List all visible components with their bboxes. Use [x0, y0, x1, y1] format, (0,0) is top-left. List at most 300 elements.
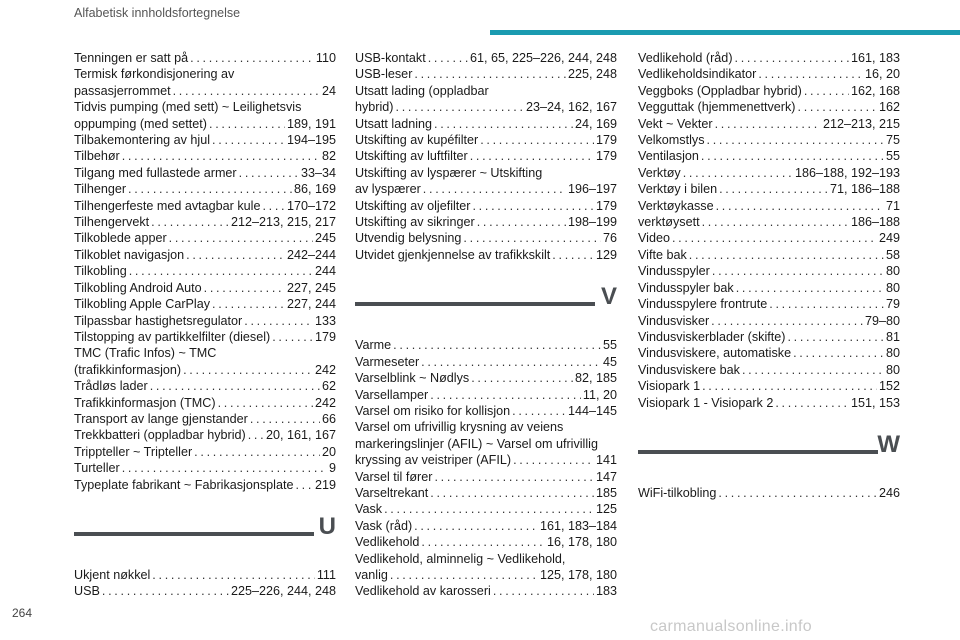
dot-leader	[423, 181, 566, 197]
index-entry-line	[74, 181, 336, 197]
page-reference: 11, 20	[582, 387, 617, 402]
entry-text: Utskifting av oljefilter	[355, 198, 471, 213]
entry-text: Utvendig belysning	[355, 231, 462, 246]
index-entry	[355, 485, 617, 501]
entry-text: Vindusspyler	[638, 264, 710, 279]
index-entry-line	[74, 83, 336, 99]
section-divider-u	[74, 512, 336, 559]
dot-leader	[152, 567, 315, 583]
index-entry	[74, 230, 336, 246]
index-entry	[355, 403, 617, 419]
page-reference: 152	[878, 379, 900, 394]
entry-list	[355, 50, 617, 263]
index-entry	[355, 230, 617, 246]
index-entry-line	[74, 165, 336, 181]
index-entry	[638, 230, 900, 246]
dot-leader	[719, 181, 828, 197]
dot-leader	[552, 247, 594, 263]
index-entry-line	[74, 198, 336, 214]
entry-text: Tidvis pumping (med sett) ~ Leilighetsvis	[74, 100, 302, 115]
entry-text: Utskifting av lyspærer ~ Utskifting	[355, 165, 543, 180]
page-reference: 20, 161, 167	[265, 428, 336, 443]
dot-leader	[702, 214, 849, 230]
entry-text: USB	[74, 584, 100, 599]
page-reference: 24	[321, 83, 336, 98]
page-reference: 129	[595, 247, 617, 262]
index-column-2	[355, 50, 617, 600]
page-reference: 196–197	[567, 182, 617, 197]
entry-text: Tilstopping av partikkelfilter (diesel)	[74, 329, 271, 344]
index-entry	[74, 378, 336, 394]
page-reference: 79–80	[864, 313, 900, 328]
index-entry	[638, 263, 900, 279]
index-entry-line	[74, 296, 336, 312]
index-entry-line	[74, 567, 336, 583]
index-entry	[355, 583, 617, 599]
entry-text: Visiopark 1 - Visiopark 2	[638, 395, 774, 410]
dot-leader	[493, 583, 594, 599]
dot-leader	[262, 198, 285, 214]
dot-leader	[804, 83, 849, 99]
page-reference: 245	[314, 231, 336, 246]
entry-text: Trådløs lader	[74, 379, 148, 394]
page-reference: 55	[885, 149, 900, 164]
entry-text: oppumping (med settet)	[74, 116, 208, 131]
index-entry	[355, 66, 617, 82]
index-entry-line	[355, 132, 617, 148]
dot-leader	[512, 403, 566, 419]
dot-leader	[711, 313, 863, 329]
dot-leader	[396, 99, 524, 115]
dot-leader	[477, 214, 566, 230]
dot-leader	[272, 329, 313, 345]
entry-text: Utsatt ladning	[355, 116, 433, 131]
page-reference: 86, 169	[293, 182, 336, 197]
dot-leader	[295, 477, 313, 493]
dot-leader	[150, 378, 320, 394]
index-entry	[74, 280, 336, 296]
page-reference: 170–172	[286, 198, 336, 213]
dot-leader	[194, 444, 320, 460]
index-entry-line	[74, 378, 336, 394]
index-entry-line	[355, 230, 617, 246]
section-letter: W	[877, 430, 900, 458]
entry-text: Varsellamper	[355, 387, 429, 402]
index-entry-line	[638, 329, 900, 345]
index-entry	[638, 198, 900, 214]
index-entry	[74, 165, 336, 181]
entry-text: USB-leser	[355, 67, 413, 82]
index-entry-line	[638, 116, 900, 132]
index-entry-line	[638, 485, 900, 501]
index-entry	[638, 165, 900, 181]
dot-leader	[715, 116, 821, 132]
entry-text: passasjerrommet	[74, 83, 171, 98]
entry-text: Varmeseter	[355, 354, 420, 369]
entry-list	[638, 485, 900, 501]
page-reference: 242	[314, 395, 336, 410]
index-entry	[638, 132, 900, 148]
section-letter: V	[600, 283, 617, 311]
entry-text: Veggboks (Oppladbar hybrid)	[638, 83, 802, 98]
entry-text: Vask	[355, 502, 383, 517]
index-entry	[355, 83, 617, 116]
entry-text: Transport av lange gjenstander	[74, 411, 248, 426]
dot-leader	[250, 411, 320, 427]
entry-text: Tilbakemontering av hjul	[74, 133, 211, 148]
entry-text: Tilkoblet navigasjon	[74, 247, 185, 262]
index-entry-line	[74, 66, 336, 82]
index-entry-line	[355, 518, 617, 534]
index-entry-line	[638, 66, 900, 82]
page-reference: 61, 65, 225–226, 244, 248	[469, 51, 617, 65]
dot-leader	[769, 296, 884, 312]
index-entry-line	[638, 247, 900, 263]
index-entry	[74, 214, 336, 230]
dot-leader	[204, 280, 285, 296]
entry-list	[74, 567, 336, 600]
index-entry	[74, 132, 336, 148]
entry-list	[638, 50, 900, 411]
index-entry	[355, 148, 617, 164]
dot-leader	[190, 50, 314, 66]
page-reference: 183	[595, 584, 617, 599]
dot-leader	[434, 469, 594, 485]
index-entry	[355, 370, 617, 386]
index-entry-line	[638, 395, 900, 411]
index-entry	[638, 313, 900, 329]
dot-leader	[701, 148, 884, 164]
entry-text: Vedlikehold	[355, 535, 420, 550]
dot-leader	[470, 148, 594, 164]
index-entry	[638, 362, 900, 378]
index-entry-line	[638, 263, 900, 279]
page-reference: 225–226, 244, 248	[230, 584, 336, 599]
entry-text: Vindusviskere, automatiske	[638, 346, 792, 361]
entry-text: Ukjent nøkkel	[74, 567, 151, 582]
entry-text: Visiopark 1	[638, 379, 701, 394]
page-reference: 186–188	[850, 215, 900, 230]
section-divider-v	[355, 283, 617, 329]
entry-text: Ventilasjon	[638, 149, 699, 164]
entry-text: Varsel om ufrivillig krysning av veiens	[355, 420, 564, 435]
index-entry-line	[638, 50, 900, 66]
page-reference: 110	[315, 51, 336, 65]
index-entry	[74, 345, 336, 378]
index-entry-line	[355, 485, 617, 501]
page-reference: 227, 245	[286, 280, 336, 295]
index-entry	[638, 329, 900, 345]
dot-leader	[689, 247, 884, 263]
index-entry	[74, 263, 336, 279]
dot-leader	[122, 460, 327, 476]
dot-leader	[716, 198, 884, 214]
entry-text: Utsatt lading (oppladbar	[355, 83, 489, 98]
index-column-3	[638, 50, 900, 501]
entry-text: Vindusspylere frontrute	[638, 297, 768, 312]
page-reference: 75	[885, 133, 900, 148]
entry-text: Utvidet gjenkjennelse av trafikkskilt	[355, 247, 551, 262]
index-entry-line	[74, 362, 336, 378]
index-entry-line	[638, 296, 900, 312]
index-entry	[74, 460, 336, 476]
index-entry-line	[355, 83, 617, 99]
page-reference: 81	[885, 329, 900, 344]
page-reference: 80	[885, 264, 900, 279]
index-entry-line	[74, 444, 336, 460]
entry-text: Varsel til fører	[355, 469, 433, 484]
page-reference: 161, 183–184	[539, 518, 617, 533]
index-entry-line	[355, 501, 617, 517]
index-entry	[74, 329, 336, 345]
index-entry	[638, 83, 900, 99]
index-entry-line	[355, 337, 617, 353]
entry-text: Tenningen er satt på	[74, 51, 189, 65]
dot-leader	[151, 214, 229, 230]
entry-text: Varme	[355, 338, 392, 353]
entry-text: av lyspærer	[355, 182, 421, 197]
dot-leader	[212, 132, 285, 148]
entry-text: Tilgang med fullastede armer	[74, 165, 237, 180]
dot-leader	[702, 378, 877, 394]
dot-leader	[718, 485, 877, 501]
index-entry-line	[355, 551, 617, 567]
entry-text: vanlig	[355, 567, 388, 582]
page-reference: 242	[314, 362, 336, 377]
entry-text: TMC (Trafic Infos) ~ TMC	[74, 346, 217, 361]
index-entry	[355, 132, 617, 148]
page-reference: 80	[885, 346, 900, 361]
page-reference: 62	[321, 379, 336, 394]
page-reference: 76	[602, 231, 617, 246]
index-entry-line	[638, 99, 900, 115]
index-entry-line	[638, 165, 900, 181]
entry-text: Tilhengervekt	[74, 215, 150, 230]
page-reference: 82, 185	[574, 371, 617, 386]
dot-leader	[186, 247, 285, 263]
index-entry-line	[74, 247, 336, 263]
page-reference: 225, 248	[567, 67, 617, 82]
entry-text: Tilpassbar hastighetsregulator	[74, 313, 243, 328]
entry-text: Utskifting av luftfilter	[355, 149, 468, 164]
page-reference: 219	[314, 477, 336, 492]
index-entry-line	[355, 403, 617, 419]
page-reference: 194–195	[286, 133, 336, 148]
index-entry	[638, 214, 900, 230]
page-reference: 227, 244	[286, 297, 336, 312]
dot-leader	[414, 518, 538, 534]
page-reference: 212–213, 215	[822, 116, 900, 131]
index-entry-line	[355, 469, 617, 485]
dot-leader	[384, 501, 594, 517]
index-entry-line	[355, 387, 617, 403]
entry-text: Verktøy i bilen	[638, 182, 718, 197]
page-reference: 133	[314, 313, 336, 328]
index-entry-line	[74, 477, 336, 493]
index-entry-line	[355, 436, 617, 452]
page-reference: 179	[595, 133, 617, 148]
entry-text: Vindusspyler bak	[638, 280, 734, 295]
entry-text: Varsel om risiko for kollisjon	[355, 403, 511, 418]
index-entry-line	[355, 354, 617, 370]
index-entry	[355, 518, 617, 534]
entry-text: USB-kontakt	[355, 51, 426, 65]
entry-text: Tilkobling	[74, 264, 127, 279]
index-entry-line	[74, 411, 336, 427]
entry-text: Utskifting av sikringer	[355, 215, 475, 230]
index-entry-line	[355, 148, 617, 164]
section-letter: U	[318, 512, 336, 540]
index-entry-line	[355, 452, 617, 468]
index-entry	[74, 395, 336, 411]
index-entry-line	[355, 567, 617, 583]
page-reference: 189, 191	[286, 116, 336, 131]
dot-leader	[209, 116, 285, 132]
index-entry	[638, 296, 900, 312]
index-entry	[74, 198, 336, 214]
index-entry	[638, 485, 900, 501]
dot-leader	[122, 148, 320, 164]
index-entry-line	[355, 214, 617, 230]
index-entry-line	[638, 378, 900, 394]
section-rule	[638, 450, 878, 454]
entry-text: Termisk førkondisjonering av	[74, 67, 235, 82]
page-reference: 244	[314, 264, 336, 279]
index-entry	[355, 551, 617, 584]
index-entry	[355, 198, 617, 214]
dot-leader	[169, 230, 313, 246]
page-reference: 185	[595, 485, 617, 500]
index-entry	[638, 148, 900, 164]
dot-leader	[707, 132, 884, 148]
entry-text: WiFi-tilkobling	[638, 485, 717, 500]
dot-leader	[102, 583, 229, 599]
dot-leader	[212, 296, 285, 312]
entry-text: Varselblink ~ Nødlys	[355, 371, 470, 386]
dot-leader	[683, 165, 793, 181]
dot-leader	[480, 132, 594, 148]
index-entry	[355, 354, 617, 370]
index-entry	[74, 583, 336, 599]
index-entry	[355, 501, 617, 517]
dot-leader	[390, 567, 538, 583]
entry-text: Tilkoblede apper	[74, 231, 167, 246]
index-entry-line	[638, 132, 900, 148]
dot-leader	[793, 345, 884, 361]
entry-text: Tilkobling Android Auto	[74, 280, 202, 295]
page-number: 264	[12, 606, 33, 620]
index-entry-line	[355, 116, 617, 132]
index-entry	[355, 534, 617, 550]
page-reference: 249	[878, 231, 900, 246]
page-reference: 125, 178, 180	[539, 567, 617, 582]
entry-list	[74, 50, 336, 493]
section-divider-w	[638, 430, 900, 477]
entry-text: Turteller	[74, 461, 120, 476]
index-entry-line	[355, 198, 617, 214]
index-entry	[355, 50, 617, 66]
index-entry-line	[638, 230, 900, 246]
entry-text: (trafikkinformasjon)	[74, 362, 182, 377]
page-reference: 186–188, 192–193	[794, 165, 900, 180]
entry-text: Vifte bak	[638, 247, 687, 262]
index-entry-line	[638, 148, 900, 164]
page-reference: 58	[885, 247, 900, 262]
index-entry	[638, 395, 900, 411]
index-entry-line	[638, 181, 900, 197]
dot-leader	[735, 50, 849, 66]
index-entry-line	[74, 280, 336, 296]
page-reference: 242–244	[286, 247, 336, 262]
index-entry	[638, 345, 900, 361]
entry-text: hybrid)	[355, 100, 394, 115]
dot-leader	[736, 280, 884, 296]
index-entry-line	[638, 280, 900, 296]
dot-leader	[434, 116, 573, 132]
index-entry-line	[355, 247, 617, 263]
page-reference: 79	[885, 297, 900, 312]
index-entry	[74, 50, 336, 66]
index-entry-line	[74, 148, 336, 164]
dot-leader	[471, 370, 573, 386]
entry-text: kryssing av veistriper (AFIL)	[355, 453, 512, 468]
index-entry-line	[74, 345, 336, 361]
index-entry	[638, 99, 900, 115]
index-entry	[638, 116, 900, 132]
page-reference: 246	[878, 485, 900, 500]
index-entry	[355, 116, 617, 132]
index-entry-line	[355, 50, 617, 66]
entry-text: Velkomstlys	[638, 133, 705, 148]
index-entry	[74, 411, 336, 427]
index-entry	[74, 296, 336, 312]
entry-text: Vekt ~ Vekter	[638, 116, 713, 131]
index-entry	[74, 66, 336, 99]
page-reference: 20	[321, 444, 336, 459]
dot-leader	[672, 230, 877, 246]
dot-leader	[248, 427, 264, 443]
index-entry	[74, 567, 336, 583]
section-rule	[74, 532, 314, 536]
index-entry-line	[638, 198, 900, 214]
entry-list	[355, 337, 617, 600]
index-entry	[355, 387, 617, 403]
index-entry-line	[74, 395, 336, 411]
entry-text: Tilhengerfeste med avtagbar kule	[74, 198, 261, 213]
entry-text: Varseltrekant	[355, 485, 429, 500]
dot-leader	[239, 165, 299, 181]
index-entry-line	[355, 583, 617, 599]
index-entry	[638, 66, 900, 82]
index-entry	[74, 148, 336, 164]
index-entry	[74, 444, 336, 460]
index-entry-line	[74, 116, 336, 132]
index-entry-line	[355, 181, 617, 197]
entry-text: Vask (råd)	[355, 518, 413, 533]
entry-text: verktøysett	[638, 215, 700, 230]
page-reference: 16, 20	[864, 67, 900, 82]
page-reference: 16, 178, 180	[546, 535, 617, 550]
index-entry	[74, 477, 336, 493]
index-entry	[74, 427, 336, 443]
page-reference: 179	[595, 149, 617, 164]
index-entry	[355, 214, 617, 230]
entry-text: Vedlikeholdsindikator	[638, 67, 757, 82]
page-reference: 151, 153	[850, 395, 900, 410]
page-reference: 198–199	[567, 215, 617, 230]
index-entry-line	[638, 362, 900, 378]
page-reference: 45	[602, 354, 617, 369]
